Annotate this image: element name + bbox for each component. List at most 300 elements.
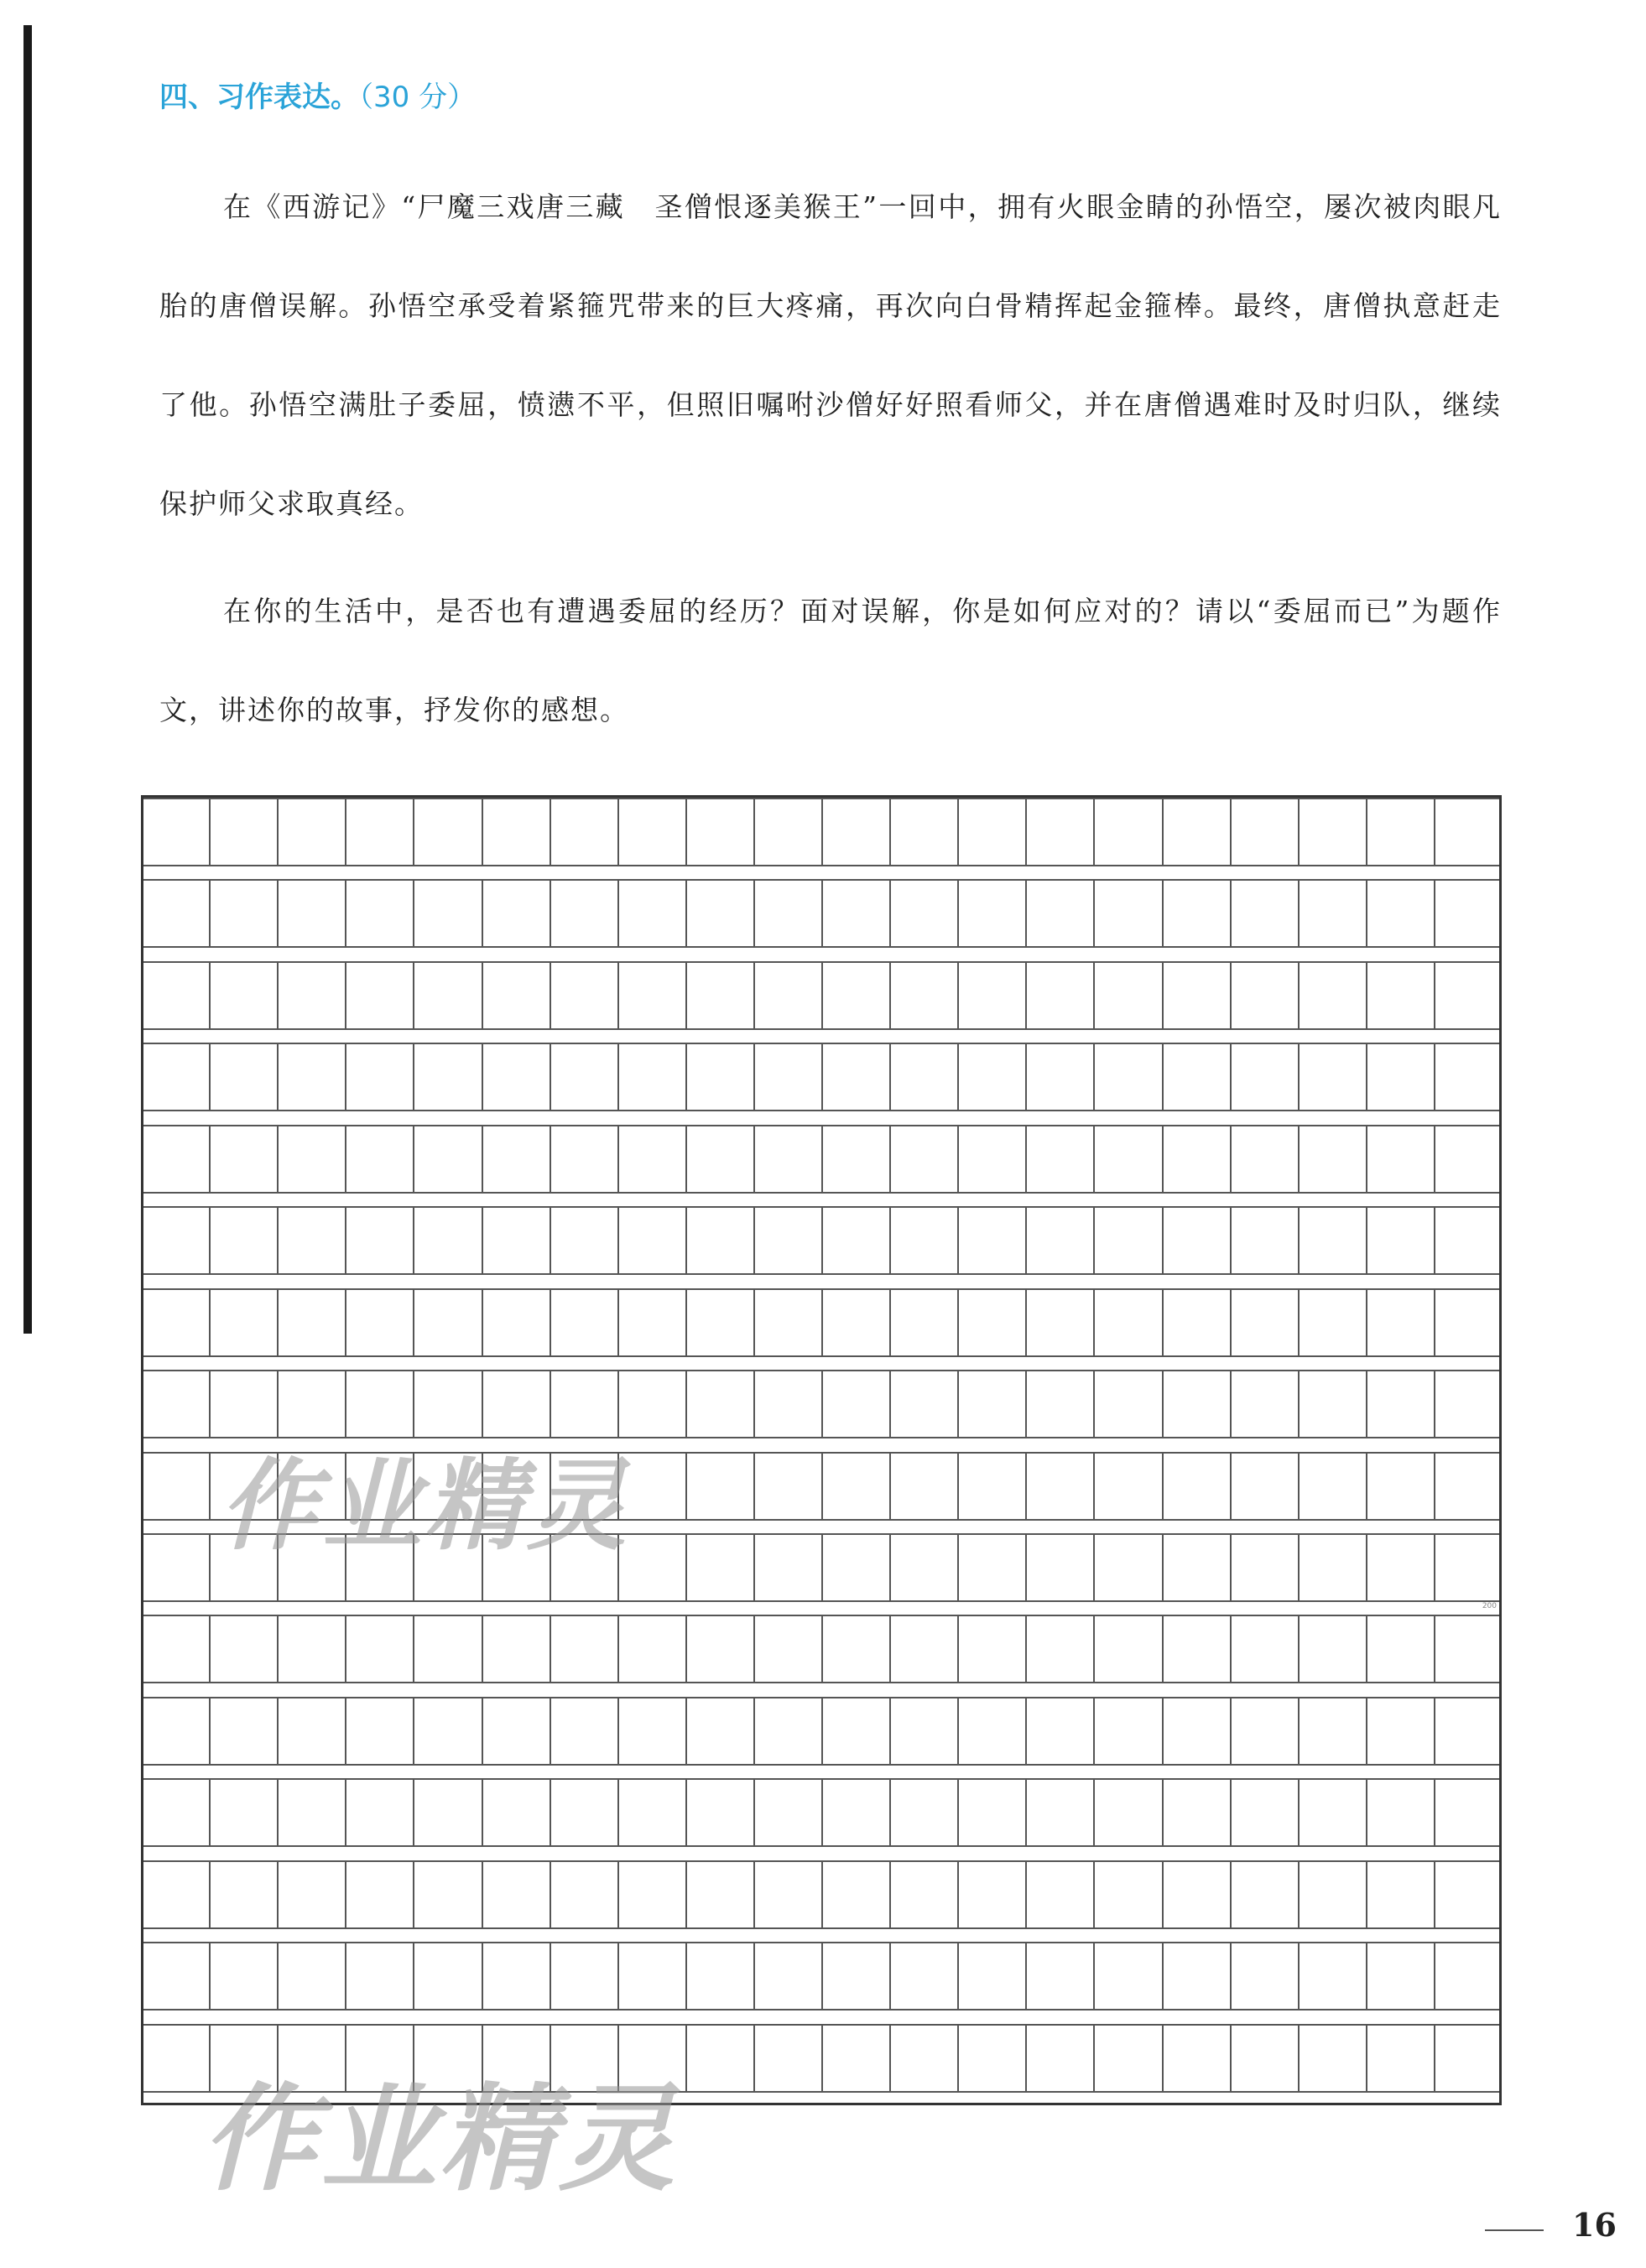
- grid-cell[interactable]: [550, 1044, 617, 1111]
- grid-cell[interactable]: [1025, 799, 1093, 866]
- grid-cell[interactable]: [889, 1616, 957, 1683]
- grid-cell[interactable]: [209, 1943, 277, 2011]
- grid-cell[interactable]: [277, 1044, 345, 1111]
- grid-cell[interactable]: [1434, 799, 1502, 866]
- grid-cell[interactable]: [1093, 881, 1161, 948]
- grid-row[interactable]: [141, 1288, 1502, 1355]
- grid-cell[interactable]: [1093, 1290, 1161, 1357]
- grid-cell[interactable]: [277, 1208, 345, 1275]
- grid-cell[interactable]: [821, 1126, 889, 1194]
- grid-cell[interactable]: [413, 1862, 481, 1929]
- grid-cell[interactable]: [1025, 963, 1093, 1030]
- grid-cell[interactable]: [141, 1290, 209, 1357]
- grid-cell[interactable]: [889, 799, 957, 866]
- grid-cell[interactable]: [413, 963, 481, 1030]
- grid-cell[interactable]: [1162, 1862, 1230, 1929]
- grid-cell[interactable]: [753, 1943, 821, 2011]
- grid-cell[interactable]: [1162, 1698, 1230, 1766]
- grid-cell[interactable]: [413, 1208, 481, 1275]
- grid-cell[interactable]: [1434, 963, 1502, 1030]
- grid-cell[interactable]: [1298, 1943, 1366, 2011]
- grid-cell[interactable]: [482, 1943, 550, 2011]
- grid-cell[interactable]: [141, 2026, 209, 2093]
- grid-cell[interactable]: [685, 1780, 753, 1847]
- grid-cell[interactable]: [1162, 1208, 1230, 1275]
- grid-cell[interactable]: [209, 1862, 277, 1929]
- grid-cell[interactable]: [957, 1044, 1025, 1111]
- grid-cell[interactable]: [821, 799, 889, 866]
- grid-cell[interactable]: [821, 2026, 889, 2093]
- grid-cell[interactable]: [957, 2026, 1025, 2093]
- grid-cell[interactable]: [1366, 1454, 1434, 1521]
- grid-row[interactable]: [141, 1206, 1502, 1273]
- grid-cell[interactable]: [1230, 881, 1298, 948]
- grid-cell[interactable]: [1366, 1616, 1434, 1683]
- grid-cell[interactable]: [141, 1862, 209, 1929]
- grid-cell[interactable]: [277, 963, 345, 1030]
- grid-cell[interactable]: [1093, 1616, 1161, 1683]
- grid-cell[interactable]: [1298, 1862, 1366, 1929]
- grid-cell[interactable]: [617, 1616, 685, 1683]
- grid-cell[interactable]: [1025, 1371, 1093, 1438]
- grid-cell[interactable]: [1025, 1454, 1093, 1521]
- grid-cell[interactable]: [1093, 963, 1161, 1030]
- grid-cell[interactable]: [889, 1454, 957, 1521]
- grid-cell[interactable]: [1298, 2026, 1366, 2093]
- grid-cell[interactable]: [1025, 1044, 1093, 1111]
- grid-cell[interactable]: [1162, 1780, 1230, 1847]
- grid-cell[interactable]: [1230, 1780, 1298, 1847]
- grid-cell[interactable]: [482, 1208, 550, 1275]
- grid-cell[interactable]: [1434, 1126, 1502, 1194]
- grid-cell[interactable]: [550, 963, 617, 1030]
- grid-cell[interactable]: [753, 1780, 821, 1847]
- grid-cell[interactable]: [821, 1208, 889, 1275]
- grid-cell[interactable]: [1434, 1208, 1502, 1275]
- grid-row[interactable]: [141, 961, 1502, 1028]
- grid-cell[interactable]: [821, 1780, 889, 1847]
- grid-cell[interactable]: [277, 1616, 345, 1683]
- grid-cell[interactable]: [1093, 1371, 1161, 1438]
- grid-cell[interactable]: [1298, 881, 1366, 948]
- grid-cell[interactable]: [1434, 1454, 1502, 1521]
- grid-cell[interactable]: [482, 1126, 550, 1194]
- grid-cell[interactable]: [1162, 799, 1230, 866]
- grid-cell[interactable]: [1162, 2026, 1230, 2093]
- grid-cell[interactable]: [753, 799, 821, 866]
- grid-cell[interactable]: [1093, 1862, 1161, 1929]
- grid-cell[interactable]: [550, 1290, 617, 1357]
- grid-cell[interactable]: [957, 1535, 1025, 1602]
- grid-cell[interactable]: [753, 963, 821, 1030]
- grid-cell[interactable]: [550, 1780, 617, 1847]
- grid-cell[interactable]: [209, 799, 277, 866]
- grid-cell[interactable]: [617, 1126, 685, 1194]
- grid-cell[interactable]: [889, 1126, 957, 1194]
- grid-cell[interactable]: [753, 1698, 821, 1766]
- grid-cell[interactable]: [1434, 2026, 1502, 2093]
- grid-cell[interactable]: [345, 963, 413, 1030]
- grid-cell[interactable]: [753, 1616, 821, 1683]
- grid-cell[interactable]: [413, 1616, 481, 1683]
- grid-cell[interactable]: [957, 799, 1025, 866]
- grid-cell[interactable]: [617, 1208, 685, 1275]
- grid-cell[interactable]: [209, 1044, 277, 1111]
- grid-cell[interactable]: [141, 1943, 209, 2011]
- grid-cell[interactable]: [957, 1698, 1025, 1766]
- grid-cell[interactable]: [141, 1208, 209, 1275]
- grid-cell[interactable]: [685, 1698, 753, 1766]
- grid-cell[interactable]: [1093, 1535, 1161, 1602]
- grid-cell[interactable]: [1230, 1208, 1298, 1275]
- grid-cell[interactable]: [957, 1290, 1025, 1357]
- grid-cell[interactable]: [482, 799, 550, 866]
- grid-cell[interactable]: [277, 1862, 345, 1929]
- grid-cell[interactable]: [753, 1454, 821, 1521]
- grid-cell[interactable]: [209, 1290, 277, 1357]
- grid-cell[interactable]: [141, 1371, 209, 1438]
- grid-cell[interactable]: [685, 1044, 753, 1111]
- grid-cell[interactable]: [1025, 1208, 1093, 1275]
- grid-cell[interactable]: [1025, 1780, 1093, 1847]
- grid-cell[interactable]: [1025, 1535, 1093, 1602]
- grid-cell[interactable]: [685, 1126, 753, 1194]
- grid-cell[interactable]: [345, 799, 413, 866]
- grid-cell[interactable]: [821, 881, 889, 948]
- grid-cell[interactable]: [1298, 1290, 1366, 1357]
- grid-cell[interactable]: [889, 1371, 957, 1438]
- grid-cell[interactable]: [345, 1616, 413, 1683]
- grid-cell[interactable]: [1162, 1126, 1230, 1194]
- grid-cell[interactable]: [1230, 1371, 1298, 1438]
- grid-cell[interactable]: [277, 1698, 345, 1766]
- grid-cell[interactable]: [345, 1780, 413, 1847]
- grid-cell[interactable]: [1366, 799, 1434, 866]
- grid-cell[interactable]: [1230, 1044, 1298, 1111]
- grid-row[interactable]: [141, 879, 1502, 946]
- grid-cell[interactable]: [1434, 1862, 1502, 1929]
- grid-cell[interactable]: [821, 1862, 889, 1929]
- grid-cell[interactable]: [141, 1698, 209, 1766]
- grid-cell[interactable]: [482, 881, 550, 948]
- grid-cell[interactable]: [1298, 1126, 1366, 1194]
- grid-cell[interactable]: [482, 1044, 550, 1111]
- grid-cell[interactable]: [821, 1290, 889, 1357]
- grid-cell[interactable]: [1298, 1044, 1366, 1111]
- grid-cell[interactable]: [1025, 2026, 1093, 2093]
- grid-cell[interactable]: [1230, 1290, 1298, 1357]
- grid-cell[interactable]: [413, 1290, 481, 1357]
- grid-cell[interactable]: [141, 963, 209, 1030]
- grid-cell[interactable]: [957, 963, 1025, 1030]
- grid-cell[interactable]: [685, 1616, 753, 1683]
- grid-cell[interactable]: [277, 881, 345, 948]
- grid-cell[interactable]: [413, 1943, 481, 2011]
- grid-cell[interactable]: [209, 1208, 277, 1275]
- grid-cell[interactable]: [209, 963, 277, 1030]
- grid-cell[interactable]: [889, 1862, 957, 1929]
- grid-cell[interactable]: [889, 881, 957, 948]
- grid-cell[interactable]: [1162, 1371, 1230, 1438]
- grid-cell[interactable]: [1025, 1616, 1093, 1683]
- grid-cell[interactable]: [1366, 2026, 1434, 2093]
- grid-cell[interactable]: [482, 1780, 550, 1847]
- grid-cell[interactable]: [1434, 1698, 1502, 1766]
- grid-cell[interactable]: [209, 1780, 277, 1847]
- grid-cell[interactable]: [1162, 1454, 1230, 1521]
- grid-cell[interactable]: [1366, 1698, 1434, 1766]
- grid-cell[interactable]: [1093, 1698, 1161, 1766]
- grid-cell[interactable]: [957, 1126, 1025, 1194]
- grid-cell[interactable]: [1025, 1943, 1093, 2011]
- grid-cell[interactable]: [617, 1698, 685, 1766]
- grid-cell[interactable]: [1093, 1126, 1161, 1194]
- grid-row[interactable]: [141, 1942, 1502, 2009]
- grid-cell[interactable]: [1298, 963, 1366, 1030]
- grid-row[interactable]: [141, 798, 1502, 865]
- grid-cell[interactable]: [550, 1208, 617, 1275]
- grid-cell[interactable]: [1366, 1780, 1434, 1847]
- grid-cell[interactable]: [1230, 963, 1298, 1030]
- grid-cell[interactable]: [1162, 1616, 1230, 1683]
- grid-cell[interactable]: [821, 1616, 889, 1683]
- grid-cell[interactable]: [1230, 1862, 1298, 1929]
- grid-cell[interactable]: [209, 1698, 277, 1766]
- grid-cell[interactable]: [1298, 1371, 1366, 1438]
- grid-cell[interactable]: [1093, 1780, 1161, 1847]
- grid-cell[interactable]: [821, 1698, 889, 1766]
- grid-cell[interactable]: [1093, 1454, 1161, 1521]
- grid-cell[interactable]: [821, 1535, 889, 1602]
- grid-cell[interactable]: [957, 1371, 1025, 1438]
- grid-cell[interactable]: [1434, 1044, 1502, 1111]
- grid-cell[interactable]: [1366, 1044, 1434, 1111]
- grid-cell[interactable]: [1298, 1454, 1366, 1521]
- grid-cell[interactable]: [277, 1943, 345, 2011]
- grid-cell[interactable]: [345, 1044, 413, 1111]
- grid-cell[interactable]: [345, 1126, 413, 1194]
- grid-cell[interactable]: [1298, 1208, 1366, 1275]
- grid-cell[interactable]: [1025, 1698, 1093, 1766]
- grid-cell[interactable]: [957, 881, 1025, 948]
- grid-cell[interactable]: [1162, 1290, 1230, 1357]
- grid-cell[interactable]: [277, 1126, 345, 1194]
- grid-cell[interactable]: [1366, 1943, 1434, 2011]
- grid-cell[interactable]: [1230, 1126, 1298, 1194]
- grid-cell[interactable]: [345, 1290, 413, 1357]
- grid-cell[interactable]: [685, 1371, 753, 1438]
- grid-cell[interactable]: [1093, 1044, 1161, 1111]
- grid-cell[interactable]: [413, 1780, 481, 1847]
- grid-cell[interactable]: [753, 1535, 821, 1602]
- grid-cell[interactable]: [753, 1290, 821, 1357]
- grid-cell[interactable]: [889, 1044, 957, 1111]
- grid-row[interactable]: [141, 1697, 1502, 1764]
- grid-cell[interactable]: [1093, 2026, 1161, 2093]
- grid-cell[interactable]: [685, 2026, 753, 2093]
- grid-cell[interactable]: [617, 1780, 685, 1847]
- grid-cell[interactable]: [141, 1780, 209, 1847]
- grid-cell[interactable]: [482, 1862, 550, 1929]
- grid-cell[interactable]: [753, 1208, 821, 1275]
- grid-cell[interactable]: [685, 1290, 753, 1357]
- grid-cell[interactable]: [1162, 881, 1230, 948]
- grid-cell[interactable]: [753, 1862, 821, 1929]
- grid-cell[interactable]: [957, 1208, 1025, 1275]
- grid-cell[interactable]: [1434, 1371, 1502, 1438]
- grid-cell[interactable]: [1366, 1126, 1434, 1194]
- grid-cell[interactable]: [1434, 881, 1502, 948]
- grid-cell[interactable]: [889, 1290, 957, 1357]
- grid-cell[interactable]: [617, 799, 685, 866]
- grid-cell[interactable]: [1230, 1616, 1298, 1683]
- grid-cell[interactable]: [957, 1862, 1025, 1929]
- grid-cell[interactable]: [821, 1371, 889, 1438]
- grid-cell[interactable]: [277, 799, 345, 866]
- grid-cell[interactable]: [1434, 1290, 1502, 1357]
- grid-cell[interactable]: [1230, 1943, 1298, 2011]
- grid-cell[interactable]: [1093, 1943, 1161, 2011]
- grid-cell[interactable]: [141, 1126, 209, 1194]
- grid-row[interactable]: [141, 1778, 1502, 1845]
- grid-cell[interactable]: [550, 1126, 617, 1194]
- grid-cell[interactable]: [1434, 1780, 1502, 1847]
- grid-cell[interactable]: [957, 1454, 1025, 1521]
- grid-cell[interactable]: [550, 799, 617, 866]
- grid-cell[interactable]: [685, 1535, 753, 1602]
- grid-cell[interactable]: [617, 881, 685, 948]
- grid-cell[interactable]: [550, 1943, 617, 2011]
- grid-cell[interactable]: [1298, 1780, 1366, 1847]
- grid-cell[interactable]: [1366, 1208, 1434, 1275]
- grid-cell[interactable]: [141, 1454, 209, 1521]
- grid-cell[interactable]: [1298, 1616, 1366, 1683]
- grid-cell[interactable]: [685, 1862, 753, 1929]
- grid-cell[interactable]: [141, 799, 209, 866]
- grid-cell[interactable]: [889, 963, 957, 1030]
- grid-cell[interactable]: [821, 1454, 889, 1521]
- grid-row[interactable]: [141, 1125, 1502, 1192]
- grid-cell[interactable]: [1025, 1862, 1093, 1929]
- grid-cell[interactable]: [1366, 1290, 1434, 1357]
- grid-cell[interactable]: [345, 1862, 413, 1929]
- grid-cell[interactable]: [1162, 1535, 1230, 1602]
- grid-cell[interactable]: [617, 1862, 685, 1929]
- grid-cell[interactable]: [821, 963, 889, 1030]
- grid-cell[interactable]: [889, 1698, 957, 1766]
- grid-cell[interactable]: [345, 1943, 413, 2011]
- grid-cell[interactable]: [685, 1943, 753, 2011]
- grid-cell[interactable]: [1298, 799, 1366, 866]
- grid-cell[interactable]: [1298, 1698, 1366, 1766]
- grid-cell[interactable]: [753, 1126, 821, 1194]
- grid-cell[interactable]: [550, 1862, 617, 1929]
- grid-cell[interactable]: [277, 1780, 345, 1847]
- grid-cell[interactable]: [277, 1290, 345, 1357]
- grid-cell[interactable]: [821, 1044, 889, 1111]
- grid-cell[interactable]: [482, 1698, 550, 1766]
- grid-cell[interactable]: [889, 1535, 957, 1602]
- grid-cell[interactable]: [685, 1454, 753, 1521]
- grid-cell[interactable]: [482, 1616, 550, 1683]
- grid-cell[interactable]: [209, 881, 277, 948]
- grid-cell[interactable]: [889, 1780, 957, 1847]
- grid-cell[interactable]: [345, 881, 413, 948]
- grid-cell[interactable]: [617, 1290, 685, 1357]
- grid-cell[interactable]: [1366, 1535, 1434, 1602]
- grid-cell[interactable]: [413, 881, 481, 948]
- grid-cell[interactable]: [482, 963, 550, 1030]
- grid-cell[interactable]: [413, 1044, 481, 1111]
- grid-cell[interactable]: [617, 963, 685, 1030]
- grid-cell[interactable]: [685, 963, 753, 1030]
- grid-cell[interactable]: [1230, 2026, 1298, 2093]
- grid-cell[interactable]: [550, 1698, 617, 1766]
- grid-cell[interactable]: [957, 1943, 1025, 2011]
- grid-cell[interactable]: [413, 799, 481, 866]
- grid-cell[interactable]: [141, 1616, 209, 1683]
- grid-cell[interactable]: [482, 1290, 550, 1357]
- grid-cell[interactable]: [753, 2026, 821, 2093]
- grid-cell[interactable]: [1366, 963, 1434, 1030]
- grid-cell[interactable]: [413, 1698, 481, 1766]
- grid-cell[interactable]: [821, 1943, 889, 2011]
- grid-cell[interactable]: [345, 1698, 413, 1766]
- grid-cell[interactable]: [1366, 1371, 1434, 1438]
- grid-cell[interactable]: [685, 881, 753, 948]
- grid-cell[interactable]: [1025, 1290, 1093, 1357]
- grid-cell[interactable]: [957, 1616, 1025, 1683]
- grid-cell[interactable]: [957, 1780, 1025, 1847]
- grid-cell[interactable]: [141, 1044, 209, 1111]
- grid-cell[interactable]: [753, 1044, 821, 1111]
- grid-cell[interactable]: [550, 881, 617, 948]
- grid-cell[interactable]: [889, 1208, 957, 1275]
- grid-cell[interactable]: [1093, 799, 1161, 866]
- grid-cell[interactable]: [617, 1044, 685, 1111]
- grid-cell[interactable]: [141, 1535, 209, 1602]
- grid-cell[interactable]: [1162, 1943, 1230, 2011]
- grid-cell[interactable]: [1230, 1535, 1298, 1602]
- grid-row[interactable]: [141, 1043, 1502, 1110]
- grid-cell[interactable]: [1434, 1535, 1502, 1602]
- grid-row[interactable]: [141, 1615, 1502, 1682]
- grid-cell[interactable]: [685, 799, 753, 866]
- grid-cell[interactable]: [1298, 1535, 1366, 1602]
- grid-cell[interactable]: [1366, 881, 1434, 948]
- grid-cell[interactable]: [617, 1943, 685, 2011]
- grid-cell[interactable]: [685, 1208, 753, 1275]
- grid-cell[interactable]: [889, 2026, 957, 2093]
- grid-row[interactable]: [141, 1860, 1502, 1927]
- grid-cell[interactable]: [1025, 1126, 1093, 1194]
- grid-cell[interactable]: [1162, 963, 1230, 1030]
- grid-cell[interactable]: [209, 1126, 277, 1194]
- grid-cell[interactable]: [1230, 1698, 1298, 1766]
- grid-cell[interactable]: [209, 1616, 277, 1683]
- grid-cell[interactable]: [1434, 1943, 1502, 2011]
- grid-cell[interactable]: [1025, 881, 1093, 948]
- grid-cell[interactable]: [1093, 1208, 1161, 1275]
- grid-cell[interactable]: [141, 881, 209, 948]
- grid-cell[interactable]: [1230, 1454, 1298, 1521]
- grid-cell[interactable]: [1366, 1862, 1434, 1929]
- grid-cell[interactable]: [550, 1616, 617, 1683]
- grid-cell[interactable]: [753, 881, 821, 948]
- grid-cell[interactable]: [413, 1126, 481, 1194]
- grid-cell[interactable]: [1230, 799, 1298, 866]
- grid-cell[interactable]: [753, 1371, 821, 1438]
